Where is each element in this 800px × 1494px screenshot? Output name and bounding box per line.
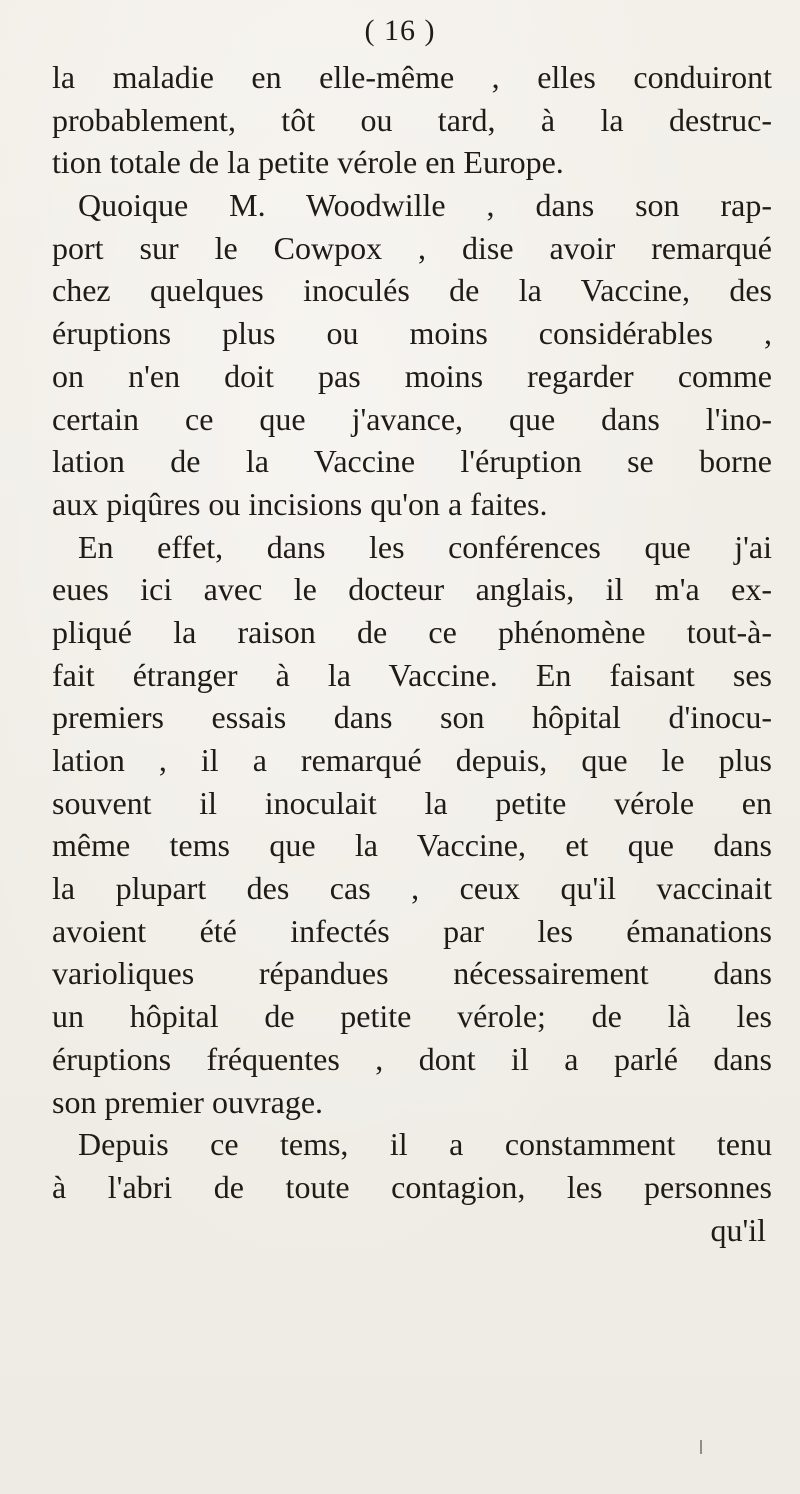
text-line: probablement, tôt ou tard, à la destruc-: [52, 101, 772, 138]
text-line: à l'abri de toute contagion, les personnes: [52, 1168, 772, 1205]
text-line: varioliques répandues nécessairement dans: [52, 955, 772, 992]
text-line: port sur le Cowpox , dise avoir remarqué: [52, 229, 772, 266]
text-line: éruptions fréquentes , dont il a parlé dans: [52, 1040, 772, 1077]
text-line: avoient été infectés par les émanations: [52, 912, 772, 949]
text-line: souvent il inoculait la petite vérole en: [52, 784, 772, 821]
text-line: pliqué la raison de ce phénomène tout-à-: [52, 613, 772, 650]
text-line: éruptions plus ou moins considérables ,: [52, 315, 772, 352]
text-line: lation , il a remarqué depuis, que le plus: [52, 742, 772, 778]
body-text: [52, 56, 772, 1251]
text-line: Depuis ce tems, il a constamment tenu: [78, 1126, 772, 1163]
text-line: aux piqûres ou incisions qu'on a faites.: [52, 485, 548, 522]
text-line: tion totale de la petite vérole en Europe.: [52, 144, 564, 181]
page-number: ( 16 ): [364, 14, 436, 47]
text-line: un hôpital de petite vérole; de là les: [52, 998, 772, 1035]
text-line: premiers essais dans son hôpital d'inocu-: [52, 699, 772, 736]
text-line: Quoique M. Woodwille , dans son rap-: [78, 187, 772, 224]
text-line: eues ici avec le docteur anglais, il m'a ex-: [52, 571, 772, 608]
text-line: En effet, dans les conférences que j'ai: [78, 528, 772, 565]
text-line: la plupart des cas , ceux qu'il vaccinait: [52, 870, 772, 907]
catchword: qu'il: [710, 1211, 766, 1248]
text-line: lation de la Vaccine l'éruption se borne: [52, 443, 772, 480]
text-line: chez quelques inoculés de la Vaccine, des: [52, 272, 772, 309]
ink-mark: [700, 1440, 702, 1454]
text-line: on n'en doit pas moins regarder comme: [52, 357, 772, 394]
text-line: même tems que la Vaccine, et que dans: [52, 827, 772, 864]
text-line: fait étranger à la Vaccine. En faisant ses: [52, 656, 772, 693]
text-line: son premier ouvrage.: [52, 1083, 324, 1120]
text-line: la maladie en elle-même , elles conduiront: [52, 59, 772, 95]
text-line: certain ce que j'avance, que dans l'ino-: [52, 400, 772, 437]
